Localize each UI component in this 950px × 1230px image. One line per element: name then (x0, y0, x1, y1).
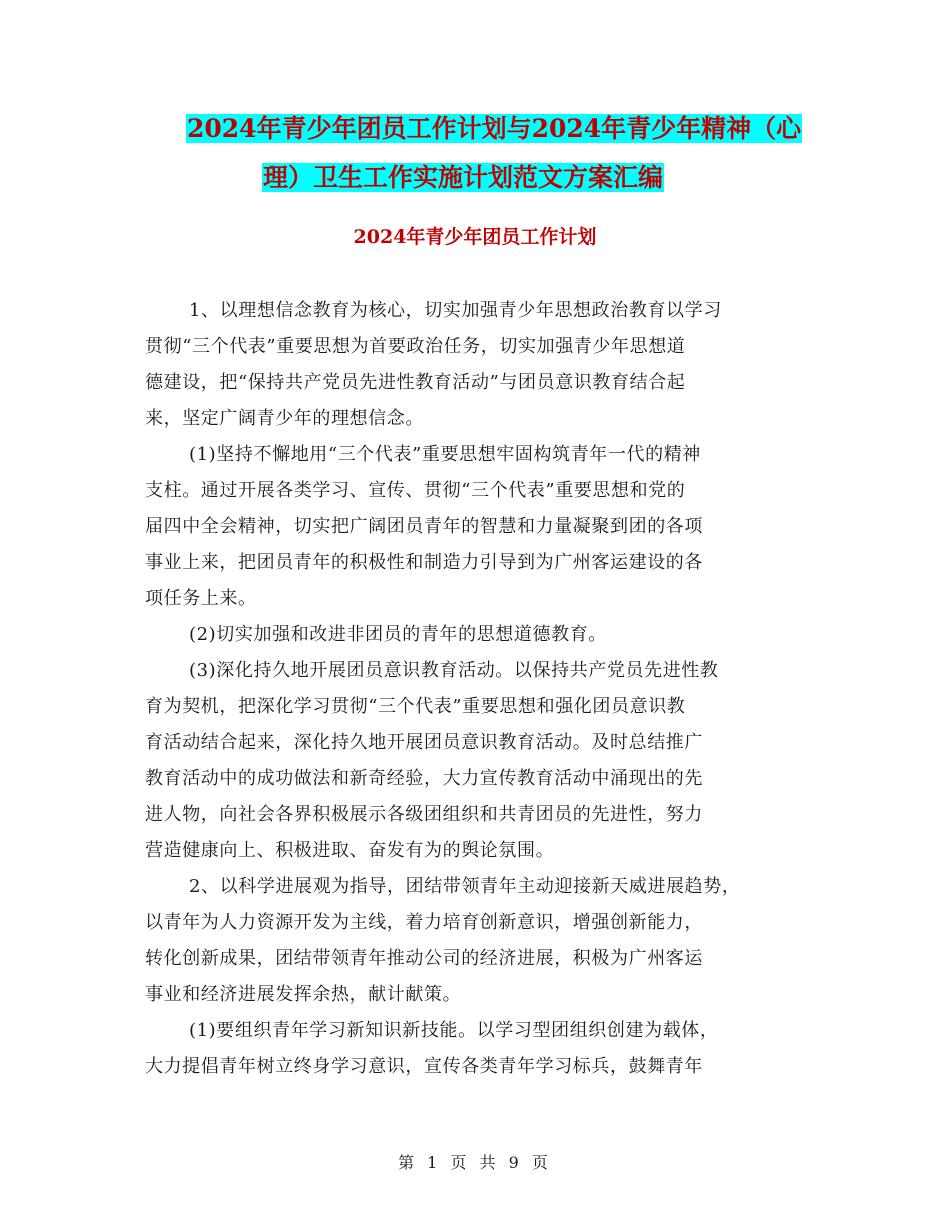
body-line: 育活动结合起来，深化持久地开展团员意识教育活动。及时总结推广 (145, 732, 703, 753)
title-line-2-text: 理）卫生工作实施计划范文方案汇编 (263, 163, 664, 192)
body-line: 营造健康向上、积极进取、奋发有为的舆论氛围。 (145, 840, 555, 861)
body-line: 来，坚定广阔青少年的理想信念。 (145, 408, 424, 429)
page-footer: 第 1 页 共 9 页 (398, 1153, 552, 1172)
body-line: (1)要组织青年学习新知识新技能。以学习型团组织创建为载体， (189, 1020, 719, 1041)
body-line: 届四中全会精神，切实把广阔团员青年的智慧和力量凝聚到团的各项 (145, 516, 703, 537)
section-heading: 2024年青少年团员工作计划 (353, 226, 597, 248)
title-line-1-text: 2024年青少年团员工作计划与2024年青少年精神（心 (187, 114, 802, 143)
body-line: 大力提倡青年树立终身学习意识，宣传各类青年学习标兵，鼓舞青年 (145, 1056, 703, 1077)
body-text (145, 293, 820, 1085)
body-line: (2)切实加强和改进非团员的青年的思想道德教育。 (189, 624, 607, 645)
body-line: 德建设，把“保持共产党员先进性教育活动”与团员意识教育结合起 (145, 372, 686, 393)
body-line: (3)深化持久地开展团员意识教育活动。以保持共产党员先进性教 (189, 660, 719, 681)
body-line: 事业和经济进展发挥余热，献计献策。 (145, 984, 462, 1005)
body-line: 育为契机，把深化学习贯彻“三个代表”重要思想和强化团员意识教 (145, 696, 686, 717)
body-line: 1、以理想信念教育为核心，切实加强青少年思想政治教育以学习 (189, 300, 722, 321)
body-line: 事业上来，把团员青年的积极性和制造力引导到为广州客运建设的各 (145, 552, 703, 573)
body-line: (1)坚持不懈地用“三个代表”重要思想牢固构筑青年一代的精神 (189, 444, 701, 465)
body-line: 项任务上来。 (145, 588, 257, 609)
body-line: 教育活动中的成功做法和新奇经验，大力宣传教育活动中涌现出的先 (145, 768, 703, 789)
body-line: 以青年为人力资源开发为主线，着力培育创新意识，增强创新能力， (145, 912, 703, 933)
body-line: 转化创新成果，团结带领青年推动公司的经济进展，积极为广州客运 (145, 948, 703, 969)
body-line: 2、以科学进展观为指导，团结带领青年主动迎接新天威进展趋势， (189, 876, 741, 897)
body-line: 贯彻“三个代表”重要思想为首要政治任务，切实加强青少年思想道 (145, 336, 686, 357)
title-line-1 (186, 112, 820, 146)
body-line: 支柱。通过开展各类学习、宣传、贯彻“三个代表”重要思想和党的 (145, 480, 686, 501)
title-line-2 (262, 161, 820, 195)
document-title (140, 112, 820, 195)
body-line: 进人物，向社会各界积极展示各级团组织和共青团员的先进性，努力 (145, 804, 703, 825)
